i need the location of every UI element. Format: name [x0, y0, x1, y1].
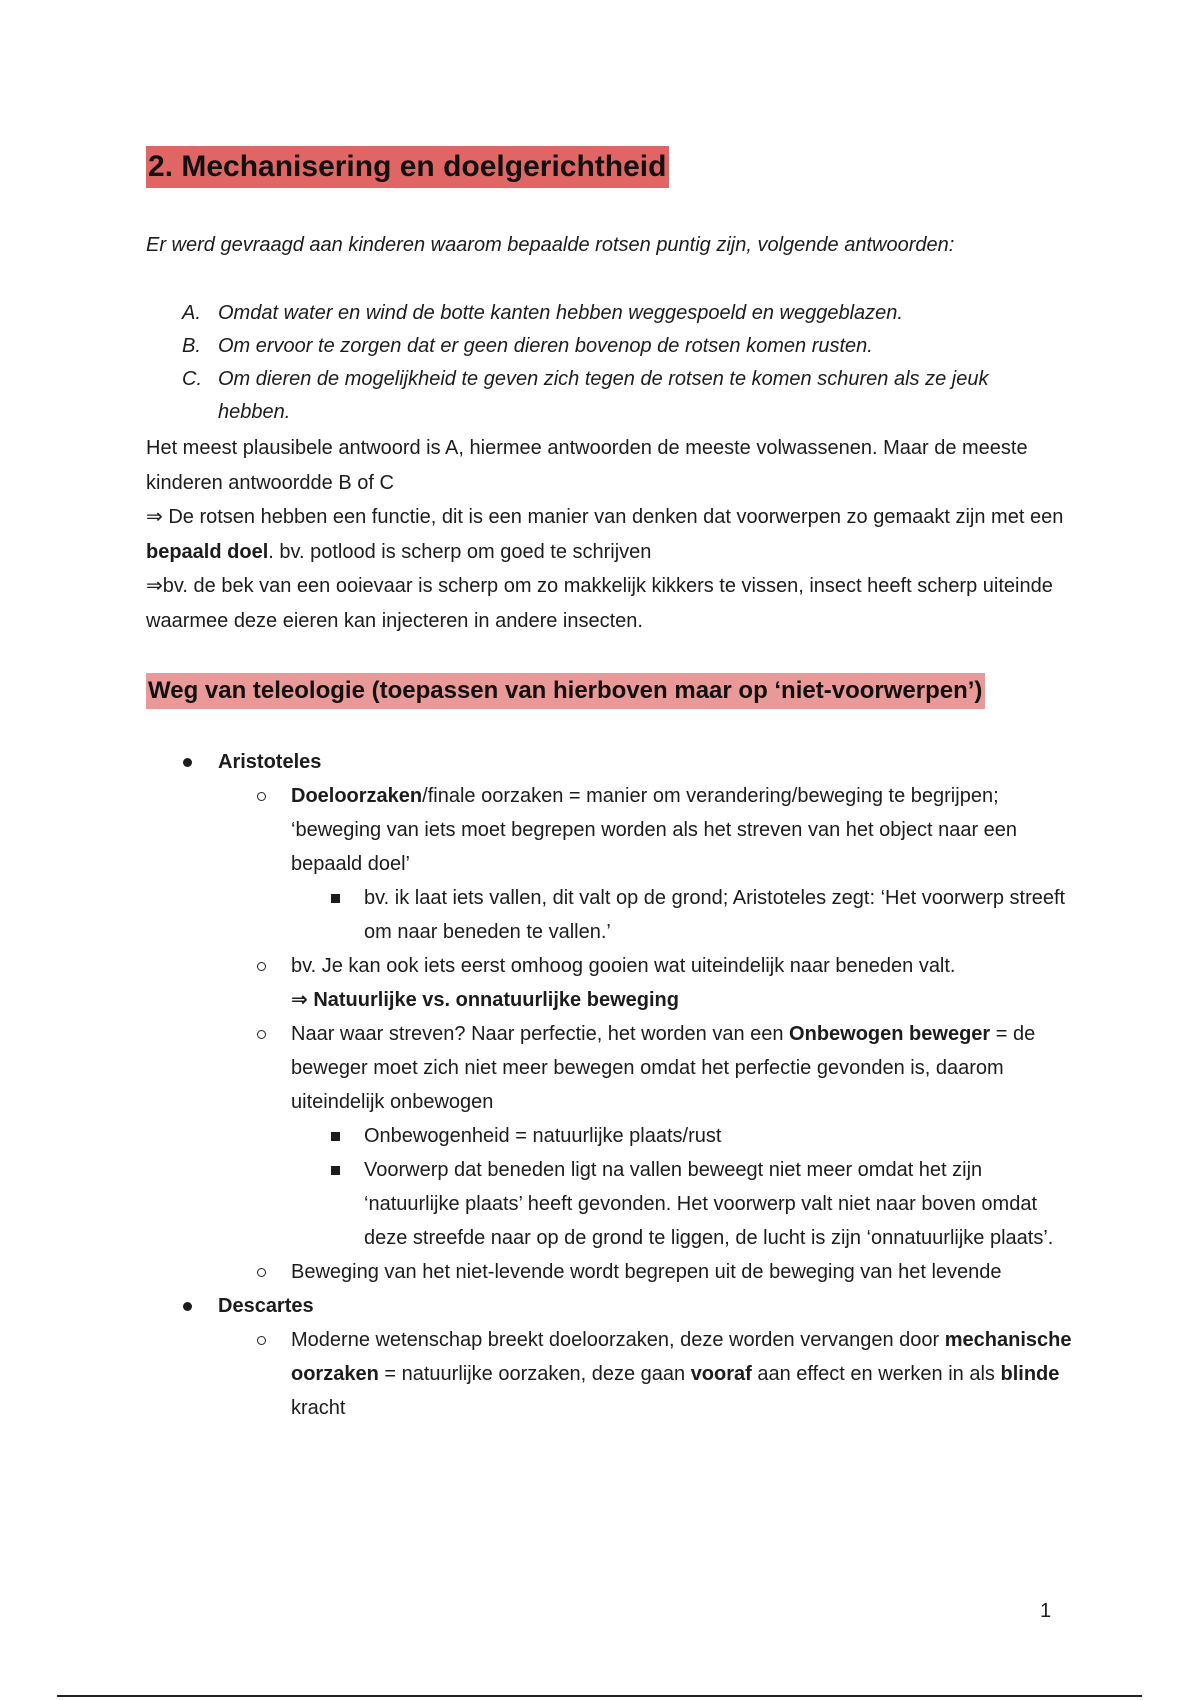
list-item: Naar waar streven? Naar perfectie, het worden van een Onbewogen beweger = de beweger moet zich niet meer bewegen omdat het perfectie gevonden is, daarom uiteindelijk onbewogen [146, 1017, 1076, 1119]
list-item-aristoteles: Aristoteles [146, 745, 1076, 779]
arrow-icon: ⇒ [146, 506, 163, 528]
emphasis: bepaald doel [146, 540, 269, 563]
answer-item [146, 330, 1066, 363]
bullet-square-icon [331, 894, 340, 903]
arrow-icon: ⇒ [146, 575, 163, 597]
page-number: 1 [1040, 1600, 1052, 1622]
list-item: Moderne wetenschap breekt doeloorzaken, deze worden vervangen door mechanische oorzaken = natuurlijke oorzaken, deze gaan vooraf aan effect en werken in als blinde kracht [146, 1323, 1076, 1425]
list-item: Onbewogenheid = natuurlijke plaats/rust [146, 1119, 1076, 1153]
subsection-heading: Weg van teleologie (toepassen van hierboven maar op ‘niet-voorwerpen’) [146, 673, 985, 709]
intro-question: Er werd gevraagd aan kinderen waarom bepaalde rotsen puntig zijn, volgende antwoorden: [146, 234, 955, 256]
bullet-circle-icon [257, 1336, 266, 1345]
answer-letter: C. [182, 368, 202, 390]
arrow-icon: ⇒ [291, 989, 308, 1011]
list-item-descartes: Descartes [146, 1289, 1076, 1323]
footer-divider [57, 1695, 1142, 1697]
list-item: bv. ik laat iets vallen, dit valt op de grond; Aristoteles zegt: ‘Het voorwerp streeft om naar beneden te vallen.’ [146, 881, 1076, 949]
list-item: bv. Je kan ook iets eerst omhoog gooien wat uiteindelijk naar beneden valt. ⇒ Natuurlijke vs. onnatuurlijke beweging [146, 949, 1076, 1017]
bullet-disc-icon [183, 758, 192, 767]
bullet-disc-icon [183, 1302, 192, 1311]
answer-list [146, 297, 1066, 429]
answer-text: Om ervoor te zorgen dat er geen dieren bovenop de rotsen komen rusten. [218, 335, 873, 357]
answer-text: Om dieren de mogelijkheid te geven zich tegen de rotsen te komen schuren als ze jeuk hebben. [218, 368, 989, 423]
answer-item [146, 297, 1066, 330]
paragraph-plausible: Het meest plausibele antwoord is A, hiermee antwoorden de meeste volwassenen. Maar de meeste kinderen antwoordde B of C [146, 437, 1028, 494]
section-heading: 2. Mechanisering en doelgerichtheid [146, 146, 669, 188]
list-item: Doeloorzaken/finale oorzaken = manier om verandering/beweging te begrijpen; ‘beweging van iets moet begrepen worden als het streven van het object naar een bepaald doel’ [146, 779, 1076, 881]
list-item: Beweging van het niet-levende wordt begrepen uit de beweging van het levende [146, 1255, 1076, 1289]
explanation-block [146, 431, 1066, 638]
answer-letter: A. [182, 302, 201, 324]
bullet-square-icon [331, 1166, 340, 1175]
bullet-circle-icon [257, 792, 266, 801]
bullet-circle-icon [257, 1268, 266, 1277]
outline-list [146, 745, 1076, 1425]
paragraph-function: ⇒ De rotsen hebben een functie, dit is een manier van denken dat voorwerpen zo gemaakt zijn met een bepaald doel. bv. potlood is scherp om goed te schrijven [146, 506, 1064, 563]
bullet-square-icon [331, 1132, 340, 1141]
paragraph-example: ⇒bv. de bek van een ooievaar is scherp om zo makkelijk kikkers te vissen, insect heeft scherp uiteinde waarmee deze eieren kan injecteren in andere insecten. [146, 575, 1053, 632]
bullet-circle-icon [257, 1030, 266, 1039]
answer-letter: B. [182, 335, 201, 357]
answer-item [146, 363, 1066, 429]
answer-text: Omdat water en wind de botte kanten hebben weggespoeld en weggeblazen. [218, 302, 903, 324]
list-item: Voorwerp dat beneden ligt na vallen beweegt niet meer omdat het zijn ‘natuurlijke plaats’ heeft gevonden. Het voorwerp valt niet naar boven omdat deze streefde naar op de grond te liggen, de lucht is zijn ‘onnatuurlijke plaats’. [146, 1153, 1076, 1255]
bullet-circle-icon [257, 962, 266, 971]
